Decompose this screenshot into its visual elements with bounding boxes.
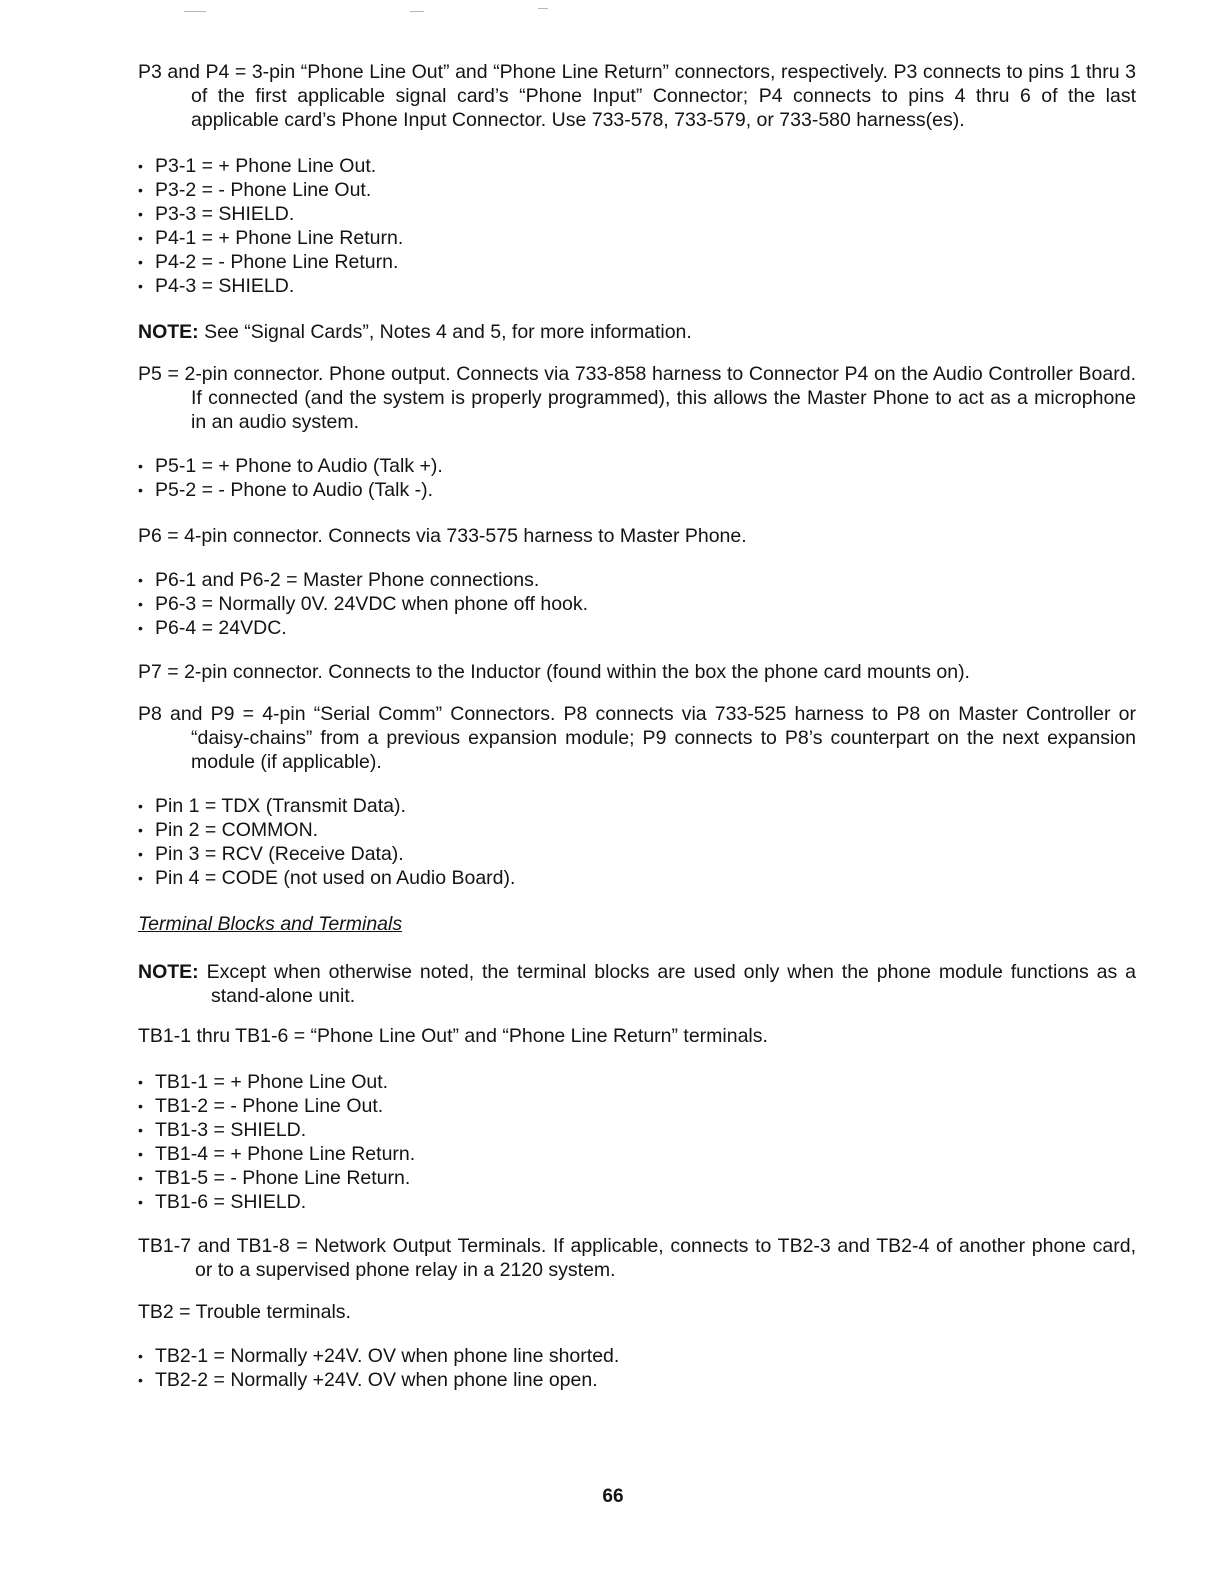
section-heading: Terminal Blocks and Terminals: [138, 913, 403, 935]
list-item: • TB1-4 = + Phone Line Return.: [138, 1142, 1136, 1166]
list-item: • P6-1 and P6-2 = Master Phone connections.: [138, 568, 1136, 592]
document-body: [138, 56, 1136, 1392]
list-item: • TB1-2 = - Phone Line Out.: [138, 1094, 1136, 1118]
note-label: NOTE:: [138, 321, 199, 343]
list-item: • Pin 3 = RCV (Receive Data).: [138, 842, 1136, 866]
list-item: • P6-3 = Normally 0V. 24VDC when phone off hook.: [138, 592, 1136, 616]
list-item: • Pin 4 = CODE (not used on Audio Board).: [138, 866, 1136, 890]
list-item: • TB2-1 = Normally +24V. OV when phone line shorted.: [138, 1344, 1136, 1368]
note-text: Except when otherwise noted, the terminal blocks are used only when the phone module functions as a stand-alone unit.: [206, 961, 1136, 1007]
list-item: • Pin 1 = TDX (Transmit Data).: [138, 794, 1136, 818]
note-label: NOTE:: [138, 961, 199, 983]
list-item: • TB1-3 = SHIELD.: [138, 1118, 1136, 1142]
note-text: See “Signal Cards”, Notes 4 and 5, for more information.: [204, 321, 692, 343]
tb2-description: TB2 = Trouble terminals.: [138, 1301, 351, 1323]
p6-description: P6 = 4-pin connector. Connects via 733-575 harness to Master Phone.: [138, 525, 747, 547]
p5-pin-list: [138, 454, 1136, 502]
p6-pin-list: [138, 568, 1136, 640]
list-item: • P5-2 = - Phone to Audio (Talk -).: [138, 478, 1136, 502]
scan-mark: [538, 8, 548, 9]
tb2-terminal-list: [138, 1344, 1136, 1392]
list-item: • TB1-1 = + Phone Line Out.: [138, 1070, 1136, 1094]
note-signal-cards: [138, 320, 1136, 344]
p8-p9-description: P8 and P9 = 4-pin “Serial Comm” Connectors. P8 connects via 733-525 harness to P8 on Master Controller or “daisy-chains” from a previous expansion module; P9 connects to P8’s counterpart on the next expansion module (if applicable).: [138, 703, 1136, 773]
list-item: • P3-2 = - Phone Line Out.: [138, 178, 1136, 202]
list-item: • Pin 2 = COMMON.: [138, 818, 1136, 842]
list-item: • P3-3 = SHIELD.: [138, 202, 1136, 226]
scan-mark: [410, 11, 424, 12]
note-terminal-blocks: [138, 960, 1136, 1008]
p7-description: P7 = 2-pin connector. Connects to the Inductor (found within the box the phone card mounts on).: [138, 661, 970, 683]
list-item: • P4-3 = SHIELD.: [138, 274, 1136, 298]
tb1-description: TB1-1 thru TB1-6 = “Phone Line Out” and “Phone Line Return” terminals.: [138, 1025, 768, 1047]
p5-description: P5 = 2-pin connector. Phone output. Connects via 733-858 harness to Connector P4 on the Audio Controller Board. If connected (and the system is properly programmed), this allows the Master Phone to act as a microphone in an audio system.: [138, 363, 1136, 433]
tb1-7-8-description: TB1-7 and TB1-8 = Network Output Terminals. If applicable, connects to TB2-3 and TB2-4 of another phone card, or to a supervised phone relay in a 2120 system.: [138, 1235, 1136, 1281]
list-item: • P4-1 = + Phone Line Return.: [138, 226, 1136, 250]
page-number: 66: [602, 1486, 624, 1507]
list-item: • P6-4 = 24VDC.: [138, 616, 1136, 640]
list-item: • TB2-2 = Normally +24V. OV when phone line open.: [138, 1368, 1136, 1392]
scan-mark: [184, 11, 206, 12]
list-item: • TB1-5 = - Phone Line Return.: [138, 1166, 1136, 1190]
p3-p4-description: P3 and P4 = 3-pin “Phone Line Out” and “Phone Line Return” connectors, respectively. P3 connects to pins 1 thru 3 of the first applicable signal card’s “Phone Input” Connector; P4 connects to pins 4 thru 6 of the last applicable card’s Phone Input Connector. Use 733-578, 733-579, or 733-580 harness(es).: [138, 61, 1136, 131]
serial-pin-list: [138, 794, 1136, 890]
tb1-terminal-list: [138, 1070, 1136, 1214]
list-item: • P3-1 = + Phone Line Out.: [138, 154, 1136, 178]
list-item: • P4-2 = - Phone Line Return.: [138, 250, 1136, 274]
list-item: • TB1-6 = SHIELD.: [138, 1190, 1136, 1214]
list-item: • P5-1 = + Phone to Audio (Talk +).: [138, 454, 1136, 478]
p3-p4-pin-list: [138, 154, 1136, 298]
